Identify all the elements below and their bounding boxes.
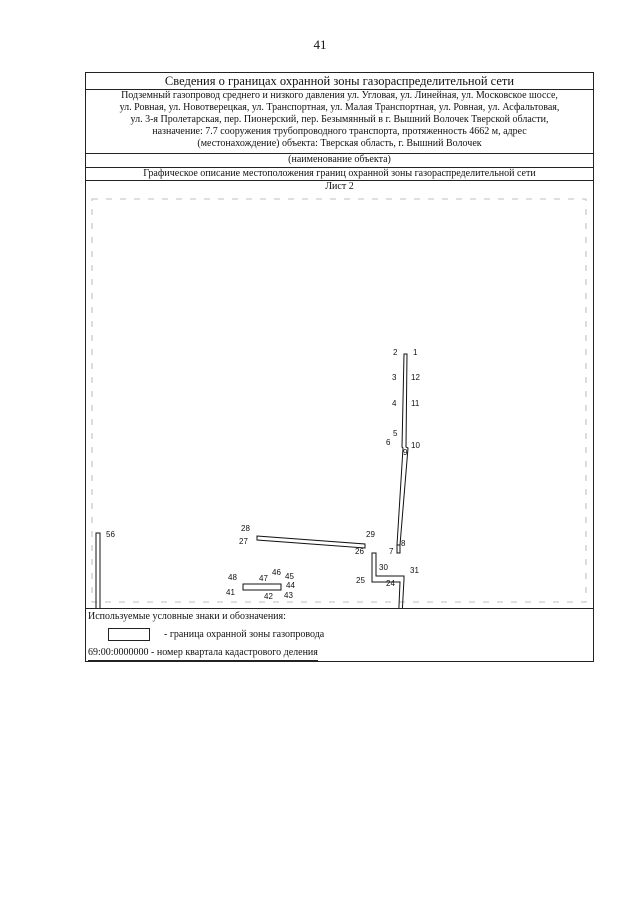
point-label: 56 <box>106 530 115 539</box>
point-label: 3 <box>392 373 397 382</box>
point-label: 10 <box>411 441 420 450</box>
point-label: 6 <box>386 438 391 447</box>
point-label: 29 <box>366 530 375 539</box>
object-caption: (наименование объекта) <box>288 154 391 165</box>
description-line: назначение: 7.7 сооружения трубопроводного транспорта, протяженность 4662 м, адрес <box>152 126 527 138</box>
point-label: 24 <box>386 579 395 588</box>
point-label: 42 <box>264 592 273 601</box>
legend-boundary-swatch <box>108 628 150 641</box>
protection-zone-boundaries <box>96 354 408 608</box>
point-label: 31 <box>410 566 419 575</box>
point-label: 48 <box>228 573 237 582</box>
point-label: 45 <box>285 572 294 581</box>
point-label: 41 <box>226 588 235 597</box>
point-label: 28 <box>241 524 250 533</box>
point-label: 4 <box>392 399 397 408</box>
point-label: 27 <box>239 537 248 546</box>
zone-small-loop <box>243 584 281 590</box>
point-label: 44 <box>286 581 295 590</box>
point-label: 25 <box>356 576 365 585</box>
object-description <box>88 90 591 150</box>
point-label: 7 <box>389 547 394 556</box>
description-line: Подземный газопровод среднего и низкого давления ул. Угловая, ул. Линейная, ул. Московское шоссе, <box>121 90 558 101</box>
map-inner-frame <box>92 199 586 602</box>
zone-west-segment <box>96 533 100 608</box>
legend-title: Используемые условные знаки и обозначения: <box>88 611 286 622</box>
point-label: 1 <box>413 348 418 357</box>
description-line: ул. 3-я Пролетарская, пер. Пионерский, пер. Безымянный в г. Вышний Волочек Тверской области, <box>130 114 549 126</box>
zone-link-segment <box>397 545 400 553</box>
boundary-points <box>103 348 420 608</box>
sheet-label: Лист 2 <box>325 181 354 192</box>
boundary-map <box>86 193 593 608</box>
point-label: 30 <box>379 563 388 572</box>
point-label: 5 <box>393 429 398 438</box>
description-line: ул. Ровная, ул. Новотверецкая, ул. Транспортная, ул. Малая Транспортная, ул. Ровная, ул. Асфальтовая, <box>119 102 560 114</box>
point-label: 47 <box>259 574 268 583</box>
document-title: Сведения о границах охранной зоны газораспределительной сети <box>86 73 593 90</box>
point-label: 12 <box>411 373 420 382</box>
graphic-description-title: Графическое описание местоположения границ охранной зоны газораспределительной сети <box>143 168 536 179</box>
point-label: 26 <box>355 547 364 556</box>
page-number: 41 <box>313 37 327 52</box>
point-label: 43 <box>284 591 293 600</box>
point-label: 11 <box>411 399 420 408</box>
point-label: 2 <box>393 348 398 357</box>
document-frame <box>85 72 594 662</box>
legend-boundary-text: - граница охранной зоны газопровода <box>164 629 325 640</box>
point-label: 8 <box>401 539 406 548</box>
point-label: 9 <box>403 448 408 457</box>
zone-street-segment <box>257 536 365 548</box>
divider <box>86 608 593 609</box>
legend-quarter-text: 69:00:0000000 - номер квартала кадастрового деления <box>88 647 318 661</box>
description-line: (местонахождение) объекта: Тверская область, г. Вышний Волочек <box>197 138 482 150</box>
point-label: 46 <box>272 568 281 577</box>
